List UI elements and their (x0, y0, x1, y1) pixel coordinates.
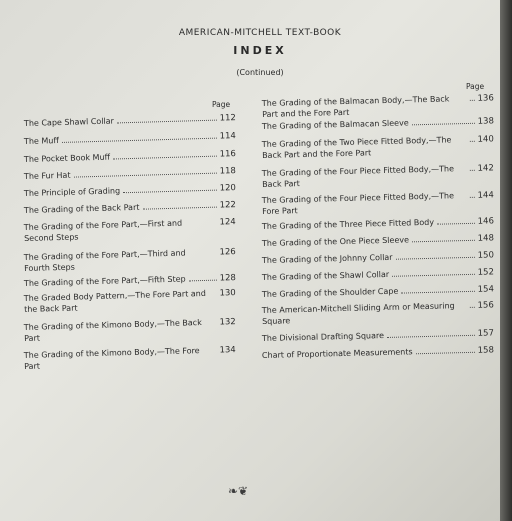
index-entry: The Grading of the Fore Part,—Third and Fourth Steps 126 (23, 247, 236, 273)
index-entry: The Muff 114 (23, 131, 237, 146)
index-entry: The Grading of the Shawl Collar 152 (261, 267, 495, 282)
index-entry: The Grading of the Balmacan Sleeve 138 (261, 116, 495, 131)
index-entry: The Fur Hat 118 (23, 166, 237, 181)
index-entry: The Pocket Book Muff 116 (23, 149, 237, 164)
index-entry: The Grading of the Three Piece Fitted Body 146 (261, 216, 495, 231)
right-page-column-label: Page (466, 82, 485, 91)
running-header: AMERICAN-MITCHELL TEXT-BOOK (178, 28, 342, 38)
page-title: INDEX (233, 44, 287, 57)
ornament-icon: ❧❦ (228, 484, 249, 498)
index-entry: The American-Mitchell Sliding Arm or Measuring Square 156 (261, 300, 494, 326)
index-entry: The Grading of the Kimono Body,—The Back Part 132 (23, 317, 236, 343)
index-entry: The Grading of the Fore Part,—First and Second Steps 124 (23, 217, 236, 243)
index-entry: The Principle of Grading 120 (23, 183, 237, 198)
index-entry: Chart of Proportionate Measurements 158 (261, 345, 495, 360)
index-entry: The Grading of the Four Piece Fitted Body,—The Fore Part 144 (261, 190, 494, 216)
index-entry: The Grading of the Back Part 122 (23, 200, 237, 215)
index-entry: The Divisional Drafting Square 157 (261, 328, 495, 343)
index-entry: The Graded Body Pattern,—The Fore Part and the Back Part 130 (23, 288, 236, 314)
book-edge-shadow (500, 0, 512, 521)
index-entry: The Grading of the Fore Part,—Fifth Step 128 (23, 273, 237, 288)
index-entry: The Grading of the Johnny Collar 150 (261, 250, 495, 265)
index-entry: The Grading of the Shoulder Cape 154 (261, 284, 495, 299)
index-entry: The Grading of the Balmacan Body,—The Back Part and the Fore Part 136 (261, 93, 494, 119)
index-entry: The Grading of the Kimono Body,—The Fore Part 134 (23, 345, 236, 371)
index-entry: The Grading of the One Piece Sleeve 148 (261, 233, 495, 248)
index-entry: The Grading of the Two Piece Fitted Body,—The Back Part and the Fore Part 140 (261, 134, 494, 160)
page-subtitle: (Continued) (236, 68, 284, 77)
index-entry: The Grading of the Four Piece Fitted Body,—The Back Part 142 (261, 163, 494, 189)
index-entry: The Cape Shawl Collar 112 (23, 113, 237, 128)
left-page-column-label: Page (212, 100, 231, 109)
